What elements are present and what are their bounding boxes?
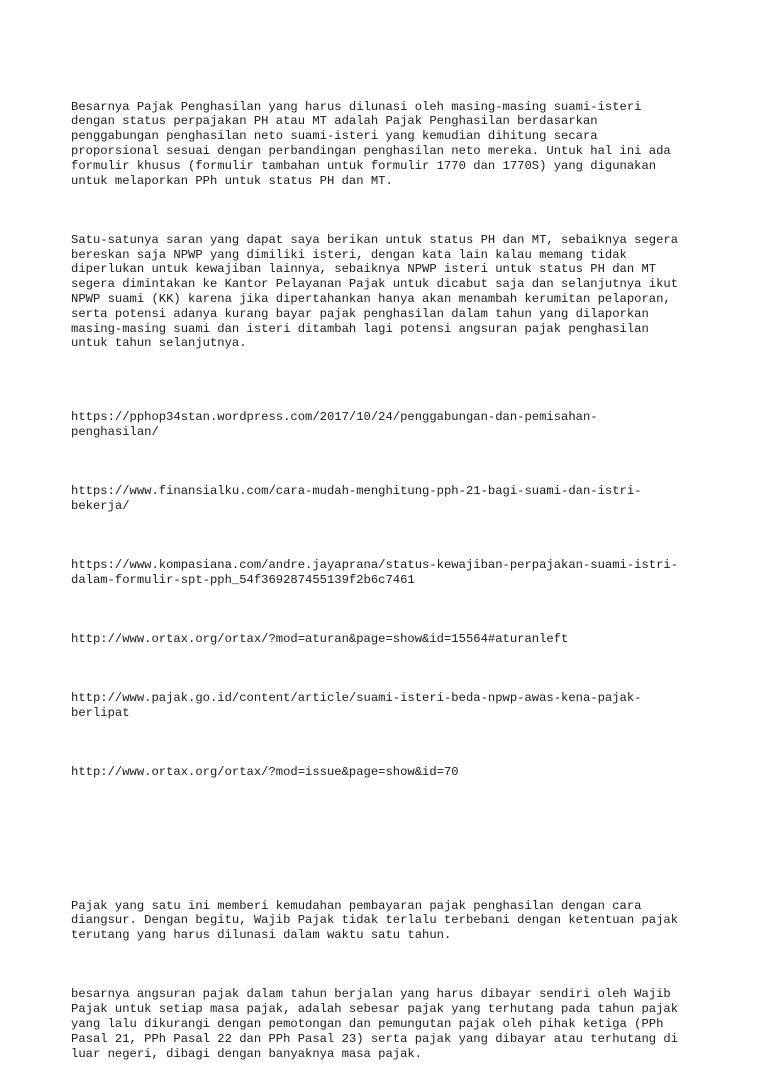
paragraph: Pajak yang satu ini memberi kemudahan pembayaran pajak penghasilan dengan cara diangsur. Dengan begitu, Wajib Pajak tidak terlalu terbebani dengan ketentuan pajak terutang yang harus dilunasi dalam waktu satu tahun. (71, 898, 679, 943)
reference-link[interactable]: http://www.ortax.org/ortax/?mod=issue&page=show&id=70 (71, 765, 459, 780)
reference-link[interactable]: https://www.kompasiana.com/andre.jayaprana/status-kewajiban-perpajakan-suami-istri- dalam-formulir-spt-pph_54f369287455139f2b6c7461 (71, 558, 679, 588)
paragraph: besarnya angsuran pajak dalam tahun berjalan yang harus dibayar sendiri oleh Wajib Pajak untuk setiap masa pajak, adalah sebesar pajak yang terhutang pada tahun pajak yang lalu dikurangi dengan pemotongan dan pemungutan pajak oleh pihak ketiga (PPh Pasal 21, PPh Pasal 22 dan PPh Pasal 23) serta pajak yang dibayar atau terhutang di luar negeri, dibagi dengan banyaknya masa pajak. (71, 987, 679, 1061)
paragraph: Besarnya Pajak Penghasilan yang harus dilunasi oleh masing-masing suami-isteri dengan status perpajakan PH atau MT adalah Pajak Penghasilan berdasarkan penggabungan penghasilan neto suami-isteri yang kemudian dihitung secara proporsional sesuai dengan perbandingan penghasilan neto mereka. Untuk hal ini ada formulir khusus (formulir tambahan untuk formulir 1770 dan 1770S) yang digunakan untuk melaporkan PPh untuk status PH dan MT. (71, 99, 671, 188)
reference-link[interactable]: https://pphop34stan.wordpress.com/2017/10/24/penggabungan-dan-pemisahan- penghasilan/ (71, 410, 598, 440)
document-page (71, 70, 711, 1091)
paragraph: Satu-satunya saran yang dapat saya berikan untuk status PH dan MT, sebaiknya segera bereskan saja NPWP yang dimiliki isteri, dengan kata lain kalau memang tidak diperlukan untuk kewajiban lainnya, sebaiknya NPWP isteri untuk status PH dan MT segera dimintakan ke Kantor Pelayanan Pajak untuk dicabut saja dan selanjutnya ikut NPWP suami (KK) karena jika dipertahankan hanya akan menambah kerumitan pelaporan, serta potensi adanya kurang bayar pajak penghasilan dalam tahun yang dilaporkan masing-masing suami dan isteri ditambah lagi potensi angsuran pajak penghasilan untuk tahun selanjutnya. (71, 232, 679, 351)
reference-link[interactable]: http://www.pajak.go.id/content/article/suami-isteri-beda-npwp-awas-kena-pajak- berlipat (71, 691, 642, 721)
blank-line (71, 839, 711, 854)
reference-link[interactable]: http://www.ortax.org/ortax/?mod=aturan&page=show&id=15564#aturanleft (71, 632, 569, 647)
reference-link[interactable]: https://www.finansialku.com/cara-mudah-menghitung-pph-21-bagi-suami-dan-istri- bekerja/ (71, 484, 642, 514)
